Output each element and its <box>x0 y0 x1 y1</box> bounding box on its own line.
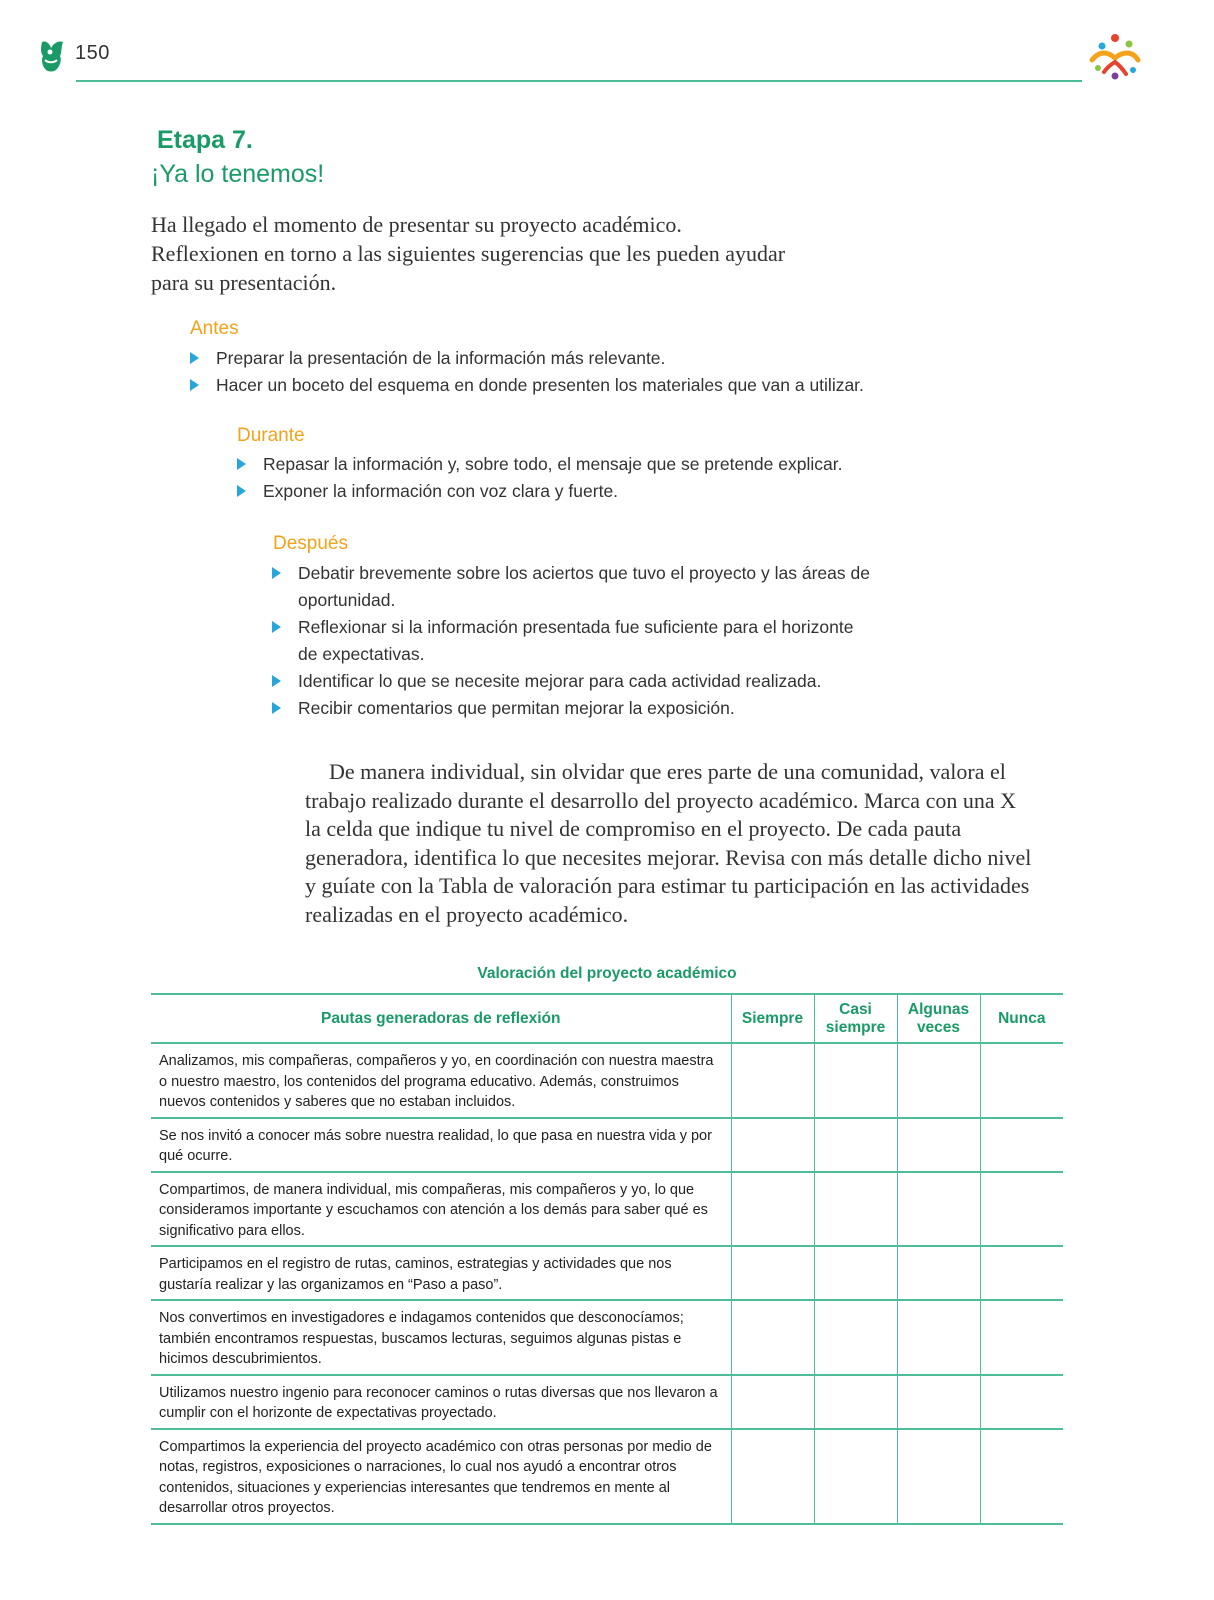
individual-paragraph: De manera individual, sin olvidar que eres parte de una comunidad, valora el trabajo realizado durante el desarrollo del proyecto académico. Marca con una X la celda que indique tu nivel de compromiso en el proyecto. De cada pauta generadora, identifica lo que necesites mejorar. Revisa con más detalle dicho nivel y guíate con la Tabla de valoración para estimar tu participación en las actividades realizadas en el proyecto académico. <box>305 759 1032 927</box>
row-text: Se nos invitó a conocer más sobre nuestra realidad, lo que pasa en nuestra vida y por qué ocurre. <box>151 1118 731 1172</box>
list-item: Identificar lo que se necesite mejorar para cada actividad realizada. <box>270 668 870 695</box>
row-text: Compartimos, de manera individual, mis compañeras, mis compañeros y yo, lo que consideramos importante y escuchamos con atención a los demás para saber qué es significativo para ellos. <box>151 1172 731 1247</box>
table-row <box>151 1118 1063 1172</box>
column-header-casi-siempre: Casi siempre <box>814 994 897 1043</box>
table-row <box>151 1043 1063 1118</box>
bullet-arrow-icon <box>272 702 281 714</box>
cell-nunca[interactable] <box>980 1043 1063 1118</box>
list-item: Recibir comentarios que permitan mejorar la exposición. <box>270 695 870 722</box>
cell-nunca[interactable] <box>980 1300 1063 1375</box>
cell-algunas-veces[interactable] <box>897 1300 980 1375</box>
bullet-arrow-icon <box>272 567 281 579</box>
intro-paragraph: Ha llegado el momento de presentar su proyecto académico. Reflexionen en torno a las siguientes sugerencias que les pueden ayudar para su presentación. <box>151 212 786 295</box>
cell-siempre[interactable] <box>731 1375 814 1429</box>
row-text: Utilizamos nuestro ingenio para reconocer caminos o rutas diversas que nos llevaron a cumplir con el horizonte de expectativas proyectado. <box>151 1375 731 1429</box>
row-text: Compartimos la experiencia del proyecto académico con otras personas por medio de notas, registros, exposiciones o narraciones, lo cual nos ayudó a encontrar otros contenidos, situaciones y experiencias interesantes que tendremos en mente al desarrollar otros proyectos. <box>151 1429 731 1524</box>
list-item: Hacer un boceto del esquema en donde presenten los materiales que van a utilizar. <box>188 372 908 399</box>
cell-siempre[interactable] <box>731 1118 814 1172</box>
list-item: Reflexionar si la información presentada fue suficiente para el horizonte de expectativas. <box>270 614 870 668</box>
cell-nunca[interactable] <box>980 1375 1063 1429</box>
cell-nunca[interactable] <box>980 1172 1063 1247</box>
cell-nunca[interactable] <box>980 1118 1063 1172</box>
table-title: Valoración del proyecto académico <box>477 965 737 982</box>
cell-algunas-veces[interactable] <box>897 1246 980 1300</box>
cell-nunca[interactable] <box>980 1429 1063 1524</box>
bullet-list-durante <box>235 451 915 505</box>
stage-subtitle: ¡Ya lo tenemos! <box>151 160 325 188</box>
cell-casi-siempre[interactable] <box>814 1300 897 1375</box>
bullet-list-antes <box>188 345 908 399</box>
section-title-despues: Después <box>273 533 348 554</box>
column-header-nunca: Nunca <box>980 994 1063 1043</box>
list-item: Exponer la información con voz clara y fuerte. <box>235 478 915 505</box>
cell-siempre[interactable] <box>731 1172 814 1247</box>
table-row <box>151 1429 1063 1524</box>
cell-siempre[interactable] <box>731 1300 814 1375</box>
list-item: Repasar la información y, sobre todo, el mensaje que se pretende explicar. <box>235 451 915 478</box>
cell-casi-siempre[interactable] <box>814 1375 897 1429</box>
cell-algunas-veces[interactable] <box>897 1429 980 1524</box>
bullet-arrow-icon <box>272 621 281 633</box>
table-row <box>151 1246 1063 1300</box>
cell-algunas-veces[interactable] <box>897 1375 980 1429</box>
cell-siempre[interactable] <box>731 1043 814 1118</box>
bullet-arrow-icon <box>237 485 246 497</box>
valuation-table <box>151 993 1063 1525</box>
column-header-algunas-veces: Algunas veces <box>897 994 980 1043</box>
cell-casi-siempre[interactable] <box>814 1246 897 1300</box>
page-header <box>0 0 1214 100</box>
table-row <box>151 1375 1063 1429</box>
bullet-arrow-icon <box>237 458 246 470</box>
section-title-durante: Durante <box>237 425 305 446</box>
column-header-siempre: Siempre <box>731 994 814 1043</box>
cell-algunas-veces[interactable] <box>897 1043 980 1118</box>
bullet-arrow-icon <box>272 675 281 687</box>
cell-casi-siempre[interactable] <box>814 1043 897 1118</box>
table-header-row <box>151 994 1063 1043</box>
list-item: Debatir brevemente sobre los aciertos que tuvo el proyecto y las áreas de oportunidad. <box>270 560 870 614</box>
cell-siempre[interactable] <box>731 1246 814 1300</box>
bullet-list-despues <box>270 560 870 722</box>
row-text: Analizamos, mis compañeras, compañeros y yo, en coordinación con nuestra maestra o nuestro maestro, los contenidos del programa educativo. Además, construimos nuevos contenidos y saberes que no estaban incluidos. <box>151 1043 731 1118</box>
section-title-antes: Antes <box>190 318 239 339</box>
table-row <box>151 1300 1063 1375</box>
cell-nunca[interactable] <box>980 1246 1063 1300</box>
row-text: Participamos en el registro de rutas, caminos, estrategias y actividades que nos gustaría realizar y las organizamos en “Paso a paso”. <box>151 1246 731 1300</box>
list-item: Preparar la presentación de la información más relevante. <box>188 345 908 372</box>
column-header-pautas: Pautas generadoras de reflexión <box>151 994 731 1043</box>
bullet-arrow-icon <box>190 352 199 364</box>
cell-casi-siempre[interactable] <box>814 1118 897 1172</box>
cell-casi-siempre[interactable] <box>814 1429 897 1524</box>
row-text: Nos convertimos en investigadores e indagamos contenidos que desconocíamos; también encontramos respuestas, buscamos lecturas, seguimos algunas pistas e hicimos descubrimientos. <box>151 1300 731 1375</box>
stage-title: Etapa 7. <box>157 126 253 154</box>
cell-algunas-veces[interactable] <box>897 1172 980 1247</box>
page-number: 150 <box>75 42 110 64</box>
colorful-figure-icon <box>1086 32 1144 86</box>
bullet-arrow-icon <box>190 379 199 391</box>
green-book-figure-icon <box>36 38 66 74</box>
header-rule <box>76 80 1082 82</box>
table-row <box>151 1172 1063 1247</box>
cell-siempre[interactable] <box>731 1429 814 1524</box>
cell-casi-siempre[interactable] <box>814 1172 897 1247</box>
cell-algunas-veces[interactable] <box>897 1118 980 1172</box>
